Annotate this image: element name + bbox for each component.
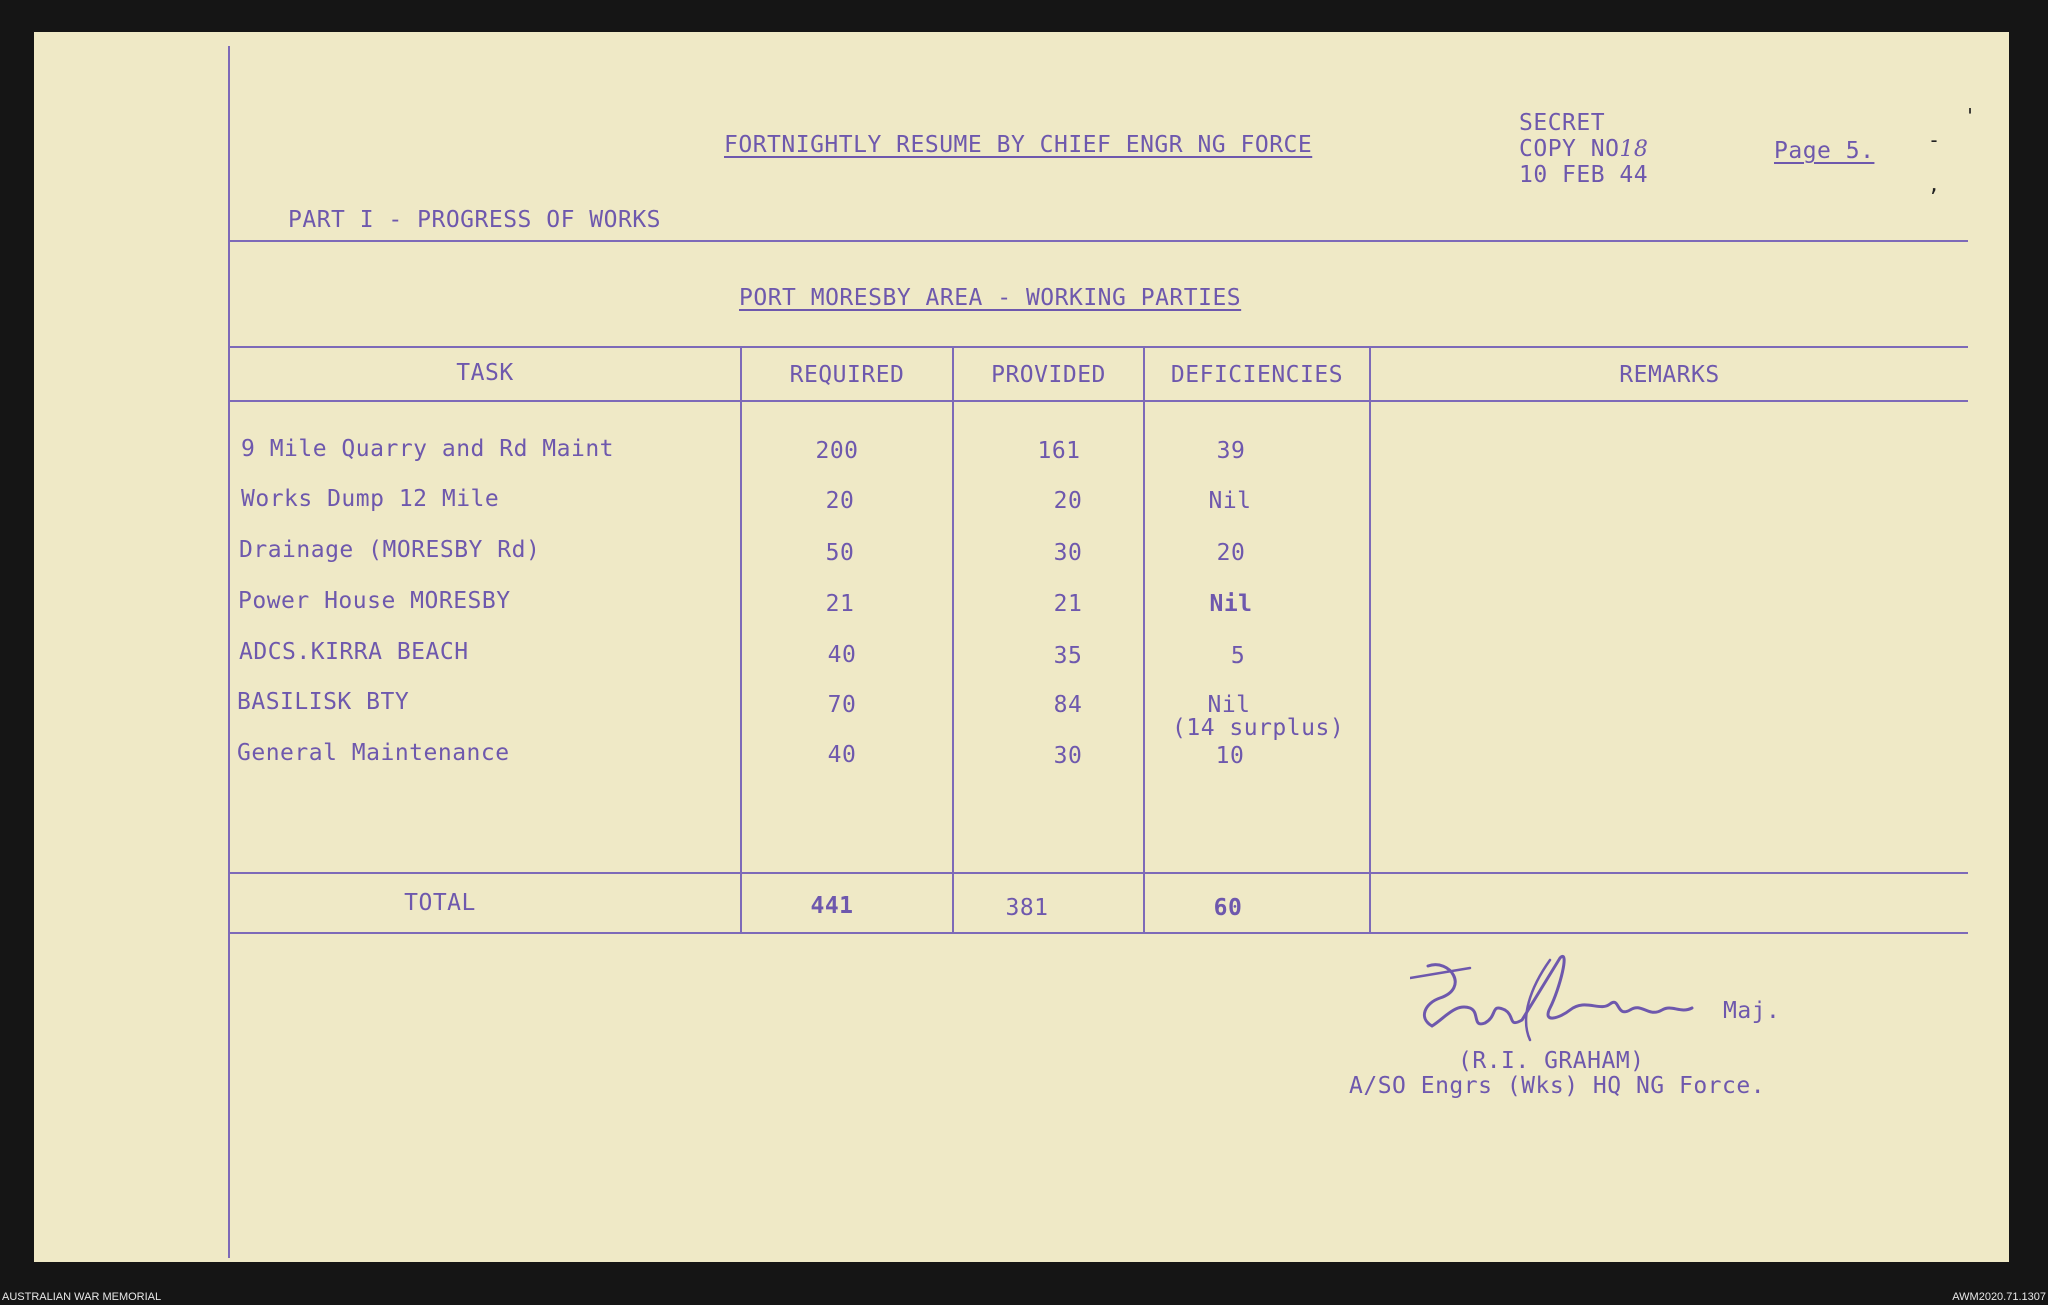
- row-required: 20: [825, 488, 855, 514]
- edge-mark: -: [1928, 128, 1941, 152]
- document-date: 10 FEB 44: [1519, 162, 1649, 188]
- header-rule: [230, 240, 1968, 242]
- part-heading: PART I - PROGRESS OF WORKS: [288, 207, 662, 233]
- footer-right: AWM2020.71.1307: [1952, 1291, 2046, 1303]
- table-top-rule: [230, 346, 1968, 348]
- signatory-name: (R.I. GRAHAM): [1458, 1048, 1645, 1074]
- classification: SECRET: [1519, 110, 1606, 136]
- row-required: 21: [825, 591, 855, 617]
- signature: [1410, 948, 1740, 1058]
- header-provided: PROVIDED: [991, 362, 1106, 388]
- row-task: Works Dump 12 Mile: [241, 486, 500, 512]
- header-deficiencies: DEFICIENCIES: [1170, 362, 1344, 388]
- signatory-rank: Maj.: [1723, 998, 1781, 1024]
- row-required: 70: [827, 692, 857, 718]
- column-divider-3: [1143, 346, 1145, 934]
- table-bottom-rule: [230, 932, 1968, 934]
- row-task: 9 Mile Quarry and Rd Maint: [241, 436, 615, 462]
- row-task: BASILISK BTY: [237, 689, 410, 715]
- row-provided: 30: [1053, 743, 1083, 769]
- total-required: 441: [810, 893, 854, 919]
- row-provided: 84: [1053, 692, 1083, 718]
- row-deficiencies: Nil: [1209, 591, 1253, 617]
- row-task: General Maintenance: [237, 740, 510, 766]
- document-title: FORTNIGHTLY RESUME BY CHIEF ENGR NG FORCE: [724, 132, 1313, 158]
- table-total-rule: [230, 872, 1968, 874]
- row-deficiencies-note: (14 surplus): [1172, 715, 1345, 741]
- header-task: TASK: [456, 360, 514, 386]
- row-required: 200: [815, 438, 859, 464]
- copy-label: COPY NO: [1519, 136, 1620, 162]
- footer-left: AUSTRALIAN WAR MEMORIAL: [2, 1291, 162, 1303]
- row-provided: 30: [1053, 540, 1083, 566]
- signatory-position: A/SO Engrs (Wks) HQ NG Force.: [1349, 1073, 1766, 1099]
- left-margin-line: [228, 46, 230, 1258]
- total-deficiencies: 60: [1213, 895, 1243, 921]
- copy-number: 18: [1619, 137, 1649, 162]
- row-required: 40: [827, 742, 857, 768]
- row-provided: 35: [1053, 643, 1083, 669]
- row-deficiencies: Nil: [1207, 692, 1251, 718]
- row-required: 50: [825, 540, 855, 566]
- table-subtitle: PORT MORESBY AREA - WORKING PARTIES: [739, 285, 1242, 311]
- total-label: TOTAL: [404, 890, 476, 916]
- row-deficiencies: 5: [1230, 643, 1246, 669]
- table-header-rule: [230, 400, 1968, 402]
- row-provided: 20: [1053, 488, 1083, 514]
- row-deficiencies: 10: [1215, 743, 1245, 769]
- page-number: Page 5.: [1774, 138, 1875, 164]
- row-deficiencies: 39: [1216, 438, 1246, 464]
- row-task: Drainage (MORESBY Rd): [239, 537, 541, 563]
- copy-number-line: [1519, 136, 1648, 162]
- row-provided: 21: [1053, 591, 1083, 617]
- column-divider-2: [952, 346, 954, 934]
- row-task: ADCS.KIRRA BEACH: [239, 639, 469, 665]
- edge-mark: ': [1964, 104, 1977, 128]
- row-task: Power House MORESBY: [238, 588, 511, 614]
- edge-mark: ,: [1928, 172, 1941, 196]
- header-remarks: REMARKS: [1619, 362, 1720, 388]
- header-required: REQUIRED: [789, 362, 905, 388]
- row-deficiencies: 20: [1216, 540, 1246, 566]
- total-provided: 381: [1005, 895, 1049, 921]
- row-required: 40: [827, 642, 857, 668]
- column-divider-1: [740, 346, 742, 934]
- column-divider-4: [1369, 346, 1371, 934]
- row-provided: 161: [1037, 438, 1081, 464]
- row-deficiencies: Nil: [1208, 488, 1252, 514]
